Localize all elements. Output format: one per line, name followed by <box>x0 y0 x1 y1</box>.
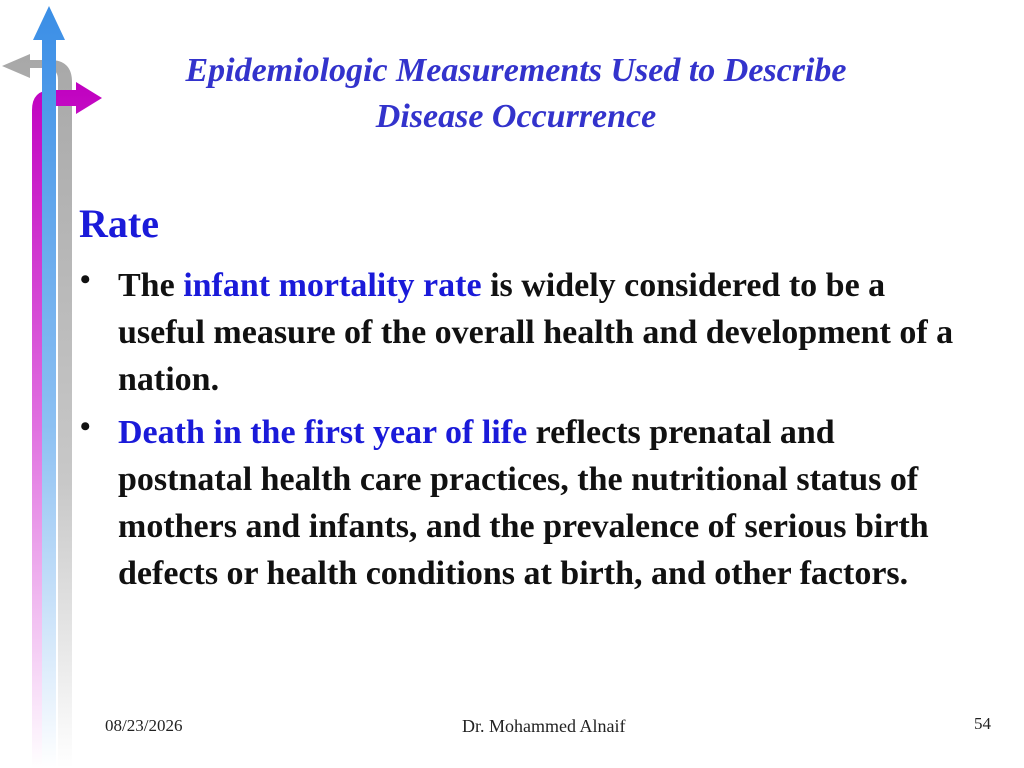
bullet-dot-icon: • <box>80 410 91 443</box>
page-number: 54 <box>974 714 991 733</box>
bullet-item-infant-mortality <box>80 262 970 403</box>
footer-date: 08/23/2026 <box>105 716 183 735</box>
bullet-text: reflects prenatal and postnatal health care practices, the nutritional status of mothers and infants, and the prevalence of serious birth defects or health conditions at birth, and other factors. <box>118 414 929 592</box>
bullet-highlight: Death in the first year of life <box>118 414 528 451</box>
slide-title-line-2: Disease Occurrence <box>375 98 657 135</box>
bullet-dot-icon: • <box>80 263 91 296</box>
section-heading: Rate <box>79 201 159 246</box>
bullet-prefix: The <box>118 267 184 304</box>
bullet-list <box>80 262 970 603</box>
bullet-item-first-year-death <box>80 409 970 597</box>
bullet-highlight: infant mortality rate <box>183 267 482 304</box>
bullet-text: is widely considered to be a useful measure of the overall health and development of a nation. <box>118 267 954 398</box>
slide-title-line-1: Epidemiologic Measurements Used to Describe <box>185 52 847 89</box>
footer-author: Dr. Mohammed Alnaif <box>462 716 626 736</box>
slide-title <box>110 48 922 140</box>
